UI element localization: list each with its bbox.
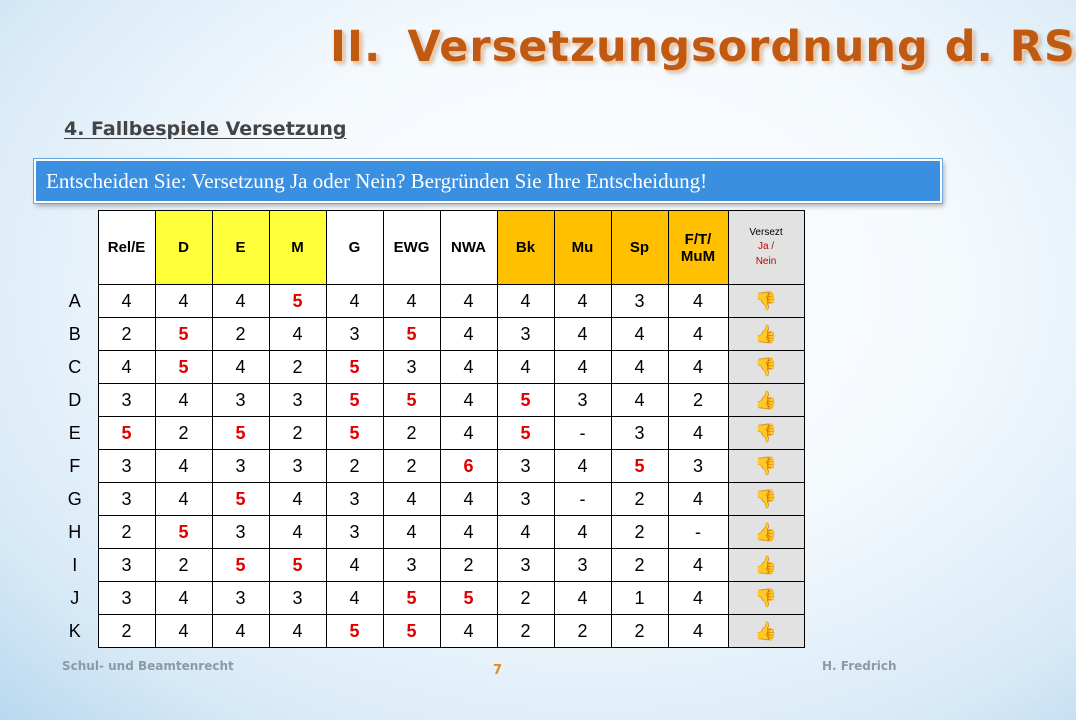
grade-cell: 5 xyxy=(383,615,440,648)
grade-cell: 4 xyxy=(497,285,554,318)
row-label: I xyxy=(52,549,98,582)
page-number: 7 xyxy=(493,663,503,678)
grade-cell: 5 xyxy=(611,450,668,483)
grade-cell: 3 xyxy=(497,483,554,516)
grade-cell: 3 xyxy=(326,483,383,516)
grade-cell: 5 xyxy=(383,318,440,351)
grade-cell: 6 xyxy=(440,450,497,483)
grade-cell: 3 xyxy=(98,384,155,417)
row-label: G xyxy=(52,483,98,516)
grade-cell: 3 xyxy=(269,384,326,417)
grade-cell: 4 xyxy=(269,483,326,516)
grade-cell: 5 xyxy=(98,417,155,450)
grade-cell: 2 xyxy=(269,351,326,384)
column-header: E xyxy=(212,211,269,285)
grade-cell: 4 xyxy=(383,516,440,549)
thumbs-down-icon: 👎 xyxy=(728,351,804,384)
grade-cell: 4 xyxy=(155,582,212,615)
grade-cell: 4 xyxy=(497,516,554,549)
grade-cell: 4 xyxy=(269,615,326,648)
grade-cell: 5 xyxy=(212,549,269,582)
grade-cell: 2 xyxy=(383,450,440,483)
row-label: C xyxy=(52,351,98,384)
grade-cell: 4 xyxy=(269,516,326,549)
grade-cell: 3 xyxy=(497,549,554,582)
grade-cell: 5 xyxy=(326,384,383,417)
grade-cell: 4 xyxy=(212,285,269,318)
grade-cell: 2 xyxy=(611,549,668,582)
grade-cell: 3 xyxy=(98,549,155,582)
thumbs-up-icon: 👍 xyxy=(728,516,804,549)
row-label: E xyxy=(52,417,98,450)
verdict-header-line1: Versezt xyxy=(749,226,783,238)
grade-cell: - xyxy=(554,417,611,450)
grade-cell: 2 xyxy=(440,549,497,582)
row-label: K xyxy=(52,615,98,648)
grade-cell: 5 xyxy=(326,417,383,450)
grade-cell: 3 xyxy=(326,516,383,549)
grade-cell: 4 xyxy=(668,285,728,318)
grade-cell: 2 xyxy=(668,384,728,417)
grade-cell: 2 xyxy=(155,549,212,582)
verdict-column-header xyxy=(728,211,804,285)
grade-cell: 1 xyxy=(611,582,668,615)
grade-cell: 4 xyxy=(611,351,668,384)
grade-cell: - xyxy=(668,516,728,549)
grade-cell: 4 xyxy=(554,318,611,351)
thumbs-up-icon: 👍 xyxy=(728,615,804,648)
thumbs-up-icon: 👍 xyxy=(728,318,804,351)
corner-cell xyxy=(52,211,98,285)
task-banner: Entscheiden Sie: Versetzung Ja oder Nein? Bergründen Sie Ihre Entscheidung! xyxy=(34,159,942,203)
grade-cell: 3 xyxy=(98,450,155,483)
footer-course: Schul- und Beamtenrecht xyxy=(62,659,234,673)
column-header: Rel/E xyxy=(98,211,155,285)
grade-cell: 4 xyxy=(611,318,668,351)
grade-cell: 2 xyxy=(611,483,668,516)
table-row xyxy=(52,615,804,648)
grade-cell: 3 xyxy=(269,450,326,483)
thumbs-down-icon: 👎 xyxy=(728,450,804,483)
grade-cell: 5 xyxy=(155,516,212,549)
column-header: NWA xyxy=(440,211,497,285)
grade-cell: 3 xyxy=(269,582,326,615)
grade-cell: 5 xyxy=(155,351,212,384)
grade-cell: 3 xyxy=(212,450,269,483)
grade-cell: 4 xyxy=(554,582,611,615)
grade-cell: 5 xyxy=(269,549,326,582)
grade-cell: 3 xyxy=(668,450,728,483)
grade-cell: 4 xyxy=(668,549,728,582)
grade-cell: 3 xyxy=(98,582,155,615)
column-header: M xyxy=(269,211,326,285)
grade-cell: 5 xyxy=(383,582,440,615)
grade-cell: 4 xyxy=(269,318,326,351)
grade-cell: 5 xyxy=(440,582,497,615)
grade-cell: 4 xyxy=(155,615,212,648)
grade-cell: 4 xyxy=(155,285,212,318)
grade-cell: 2 xyxy=(611,516,668,549)
grade-cell: 4 xyxy=(440,483,497,516)
grade-cell: 4 xyxy=(440,351,497,384)
thumbs-up-icon: 👍 xyxy=(728,384,804,417)
grade-cell: 3 xyxy=(212,582,269,615)
thumbs-down-icon: 👎 xyxy=(728,285,804,318)
grade-cell: 4 xyxy=(440,384,497,417)
grade-cell: 5 xyxy=(212,483,269,516)
column-header: EWG xyxy=(383,211,440,285)
grade-cell: 4 xyxy=(98,351,155,384)
table-row xyxy=(52,450,804,483)
column-header: Bk xyxy=(497,211,554,285)
grade-cell: 4 xyxy=(383,483,440,516)
row-label: F xyxy=(52,450,98,483)
grade-cell: 4 xyxy=(668,615,728,648)
grade-cell: 4 xyxy=(554,516,611,549)
grade-cell: 2 xyxy=(326,450,383,483)
grade-cell: 4 xyxy=(668,483,728,516)
grade-cell: 5 xyxy=(326,351,383,384)
grade-cell: - xyxy=(554,483,611,516)
grade-cell: 3 xyxy=(383,351,440,384)
grade-cell: 4 xyxy=(554,450,611,483)
grade-cell: 4 xyxy=(668,582,728,615)
grade-cell: 4 xyxy=(326,582,383,615)
column-header: G xyxy=(326,211,383,285)
grade-cell: 4 xyxy=(497,351,554,384)
grade-cell: 5 xyxy=(269,285,326,318)
grade-cell: 4 xyxy=(440,285,497,318)
grade-cell: 3 xyxy=(326,318,383,351)
grade-cell: 5 xyxy=(326,615,383,648)
table-row xyxy=(52,285,804,318)
table-row xyxy=(52,417,804,450)
grade-cell: 4 xyxy=(668,318,728,351)
grade-cell: 3 xyxy=(212,384,269,417)
row-label: J xyxy=(52,582,98,615)
grade-cell: 4 xyxy=(554,285,611,318)
footer-author: H. Fredrich xyxy=(822,659,897,673)
verdict-header-line3: Nein xyxy=(755,255,777,267)
grade-cell: 5 xyxy=(212,417,269,450)
grade-cell: 2 xyxy=(98,318,155,351)
grade-cell: 2 xyxy=(212,318,269,351)
grade-cell: 2 xyxy=(554,615,611,648)
grade-cell: 4 xyxy=(383,285,440,318)
grade-cell: 5 xyxy=(497,417,554,450)
grade-cell: 2 xyxy=(98,615,155,648)
column-header: Mu xyxy=(554,211,611,285)
grade-cell: 2 xyxy=(155,417,212,450)
grade-cell: 3 xyxy=(212,516,269,549)
thumbs-up-icon: 👍 xyxy=(728,549,804,582)
grade-cell: 3 xyxy=(554,549,611,582)
table-row xyxy=(52,516,804,549)
grade-cell: 2 xyxy=(611,615,668,648)
grade-cell: 3 xyxy=(611,417,668,450)
table-row xyxy=(52,318,804,351)
grade-cell: 4 xyxy=(668,417,728,450)
grade-cell: 2 xyxy=(497,615,554,648)
grade-cell: 2 xyxy=(497,582,554,615)
grade-cell: 5 xyxy=(383,384,440,417)
grade-cell: 4 xyxy=(212,615,269,648)
grade-cell: 3 xyxy=(383,549,440,582)
row-label: A xyxy=(52,285,98,318)
grade-cell: 4 xyxy=(440,318,497,351)
grade-cell: 2 xyxy=(269,417,326,450)
grade-cell: 4 xyxy=(440,417,497,450)
table-row xyxy=(52,582,804,615)
slide-title-number: II. xyxy=(330,22,382,72)
table-row xyxy=(52,351,804,384)
thumbs-down-icon: 👎 xyxy=(728,582,804,615)
verdict-header-line2: Ja / xyxy=(757,241,775,253)
grades-table xyxy=(52,210,805,648)
grade-cell: 3 xyxy=(611,285,668,318)
slide-title-text: Versetzungsordnung d. RS xyxy=(407,22,1076,72)
grade-cell: 4 xyxy=(326,285,383,318)
slide-title xyxy=(330,22,1076,82)
grade-cell: 4 xyxy=(155,450,212,483)
thumbs-down-icon: 👎 xyxy=(728,483,804,516)
table-row xyxy=(52,384,804,417)
grade-cell: 4 xyxy=(668,351,728,384)
grade-cell: 4 xyxy=(98,285,155,318)
table-row xyxy=(52,549,804,582)
row-label: D xyxy=(52,384,98,417)
grade-cell: 4 xyxy=(440,615,497,648)
thumbs-down-icon: 👎 xyxy=(728,417,804,450)
section-subtitle: 4. Fallbespiele Versetzung xyxy=(64,118,347,140)
grade-cell: 4 xyxy=(326,549,383,582)
grade-cell: 5 xyxy=(497,384,554,417)
grade-cell: 3 xyxy=(497,450,554,483)
row-label: H xyxy=(52,516,98,549)
grade-cell: 2 xyxy=(383,417,440,450)
grade-cell: 4 xyxy=(440,516,497,549)
grade-cell: 4 xyxy=(554,351,611,384)
grade-cell: 5 xyxy=(155,318,212,351)
column-header: F/T/ MuM xyxy=(668,211,728,285)
column-header: D xyxy=(155,211,212,285)
grade-cell: 2 xyxy=(98,516,155,549)
grade-cell: 4 xyxy=(212,351,269,384)
grade-cell: 3 xyxy=(497,318,554,351)
row-label: B xyxy=(52,318,98,351)
grade-cell: 3 xyxy=(98,483,155,516)
grade-cell: 4 xyxy=(155,384,212,417)
header-row xyxy=(52,211,804,285)
grade-cell: 4 xyxy=(611,384,668,417)
grade-cell: 3 xyxy=(554,384,611,417)
table-row xyxy=(52,483,804,516)
column-header: Sp xyxy=(611,211,668,285)
grade-cell: 4 xyxy=(155,483,212,516)
